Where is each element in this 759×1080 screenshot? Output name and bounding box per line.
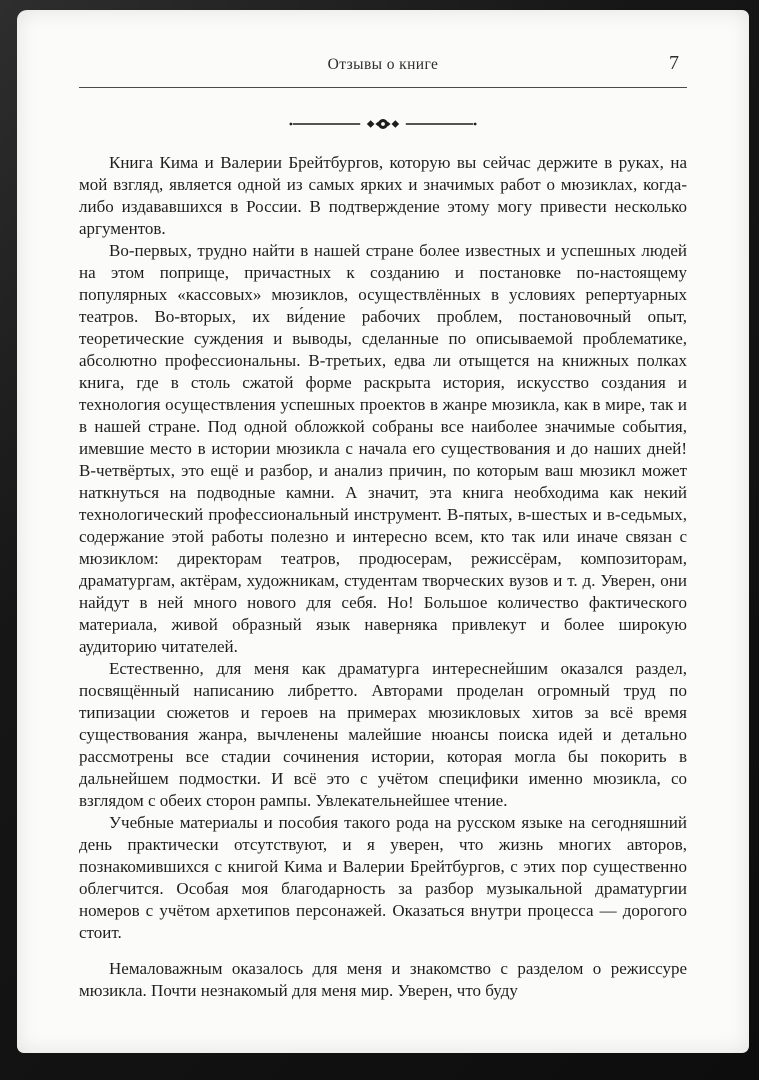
book-page (17, 10, 749, 1053)
paragraph: Книга Кима и Валерии Брейтбургов, которую вы сейчас держите в руках, на мой взгляд, является одной из самых ярких и значимых работ о мюзиклах, когда-либо издававшихся в России. В подтверждение этому могу привести несколько аргументов. (79, 153, 687, 238)
paragraph: Немаловажным оказалось для меня и знакомство с разделом о режиссуре мюзикла. Почти незнакомый для меня мир. Уверен, что буду (79, 959, 687, 1000)
paragraph: Естественно, для меня как драматурга интереснейшим оказался раздел, посвящённый написанию либретто. Авторами проделан огромный труд по типизации сюжетов и героев на примерах мюзикловых хитов за всё время существования жанра, вычленены малейшие нюансы поиска идей и детально рассмотрены все стадии сочинения истории, которая могла бы покорить в дальнейшем подмостки. И всё это с учётом специфики именно мюзикла, со взглядом с обеих сторон рампы. Увлекательнейшее чтение. (79, 659, 687, 810)
ornament-divider (79, 114, 687, 136)
header-rule (79, 87, 687, 88)
running-header-title: Отзывы о книге (327, 56, 439, 73)
running-header (79, 52, 687, 78)
fleuron-icon (288, 114, 478, 134)
body-text (79, 152, 687, 1002)
page-number: 7 (669, 52, 679, 74)
paragraph: Во-первых, трудно найти в нашей стране более известных и успешных людей на этом поприще, причастных к созданию и постановке по-настоящему популярных «кассовых» мюзиклов, осуществлённых в условиях репертуарных театров. Во-вторых, их ви́дение рабочих проблем, постановочный опыт, теоретические суждения и выводы, сделанные по описываемой проблематике, абсолютно профессиональны. В-третьих, едва ли отыщется на книжных полках книга, где в столь сжатой форме раскрыта история, искусство создания и технология осуществления успешных проектов в жанре мюзикла, как в мире, так и в нашей стране. Под одной обложкой собраны все наиболее значимые события, имевшие место в истории мюзикла с начала его существования и до наших дней! В-четвёртых, это ещё и разбор, и анализ причин, по которым ваш мюзикл может наткнуться на подводные камни. А значит, эта книга необходима как некий технологический профессиональный инструмент. В-пятых, в-шестых и в-седьмых, содержание этой работы полезно и интересно всем, кто так или иначе связан с мюзиклом: директорам театров, продюсерам, режиссёрам, композиторам, драматургам, актёрам, художникам, студентам творческих вузов и т. д. Уверен, они найдут в ней много нового для себя. Но! Большое количество фактического материала, живой образный язык наверняка привлекут и более широкую аудиторию читателей. (79, 241, 687, 656)
paragraph: Учебные материалы и пособия такого рода на русском языке на сегодняшний день практически отсутствуют, и я уверен, что жизнь многих авторов, познакомившихся с книгой Кима и Валерии Брейтбургов, с этих пор существенно облегчится. Особая моя благодарность за разбор музыкальной драматургии номеров с учётом архетипов персонажей. Оказаться внутри процесса — дорогого стоит. (79, 813, 687, 942)
page-content (79, 10, 687, 1053)
